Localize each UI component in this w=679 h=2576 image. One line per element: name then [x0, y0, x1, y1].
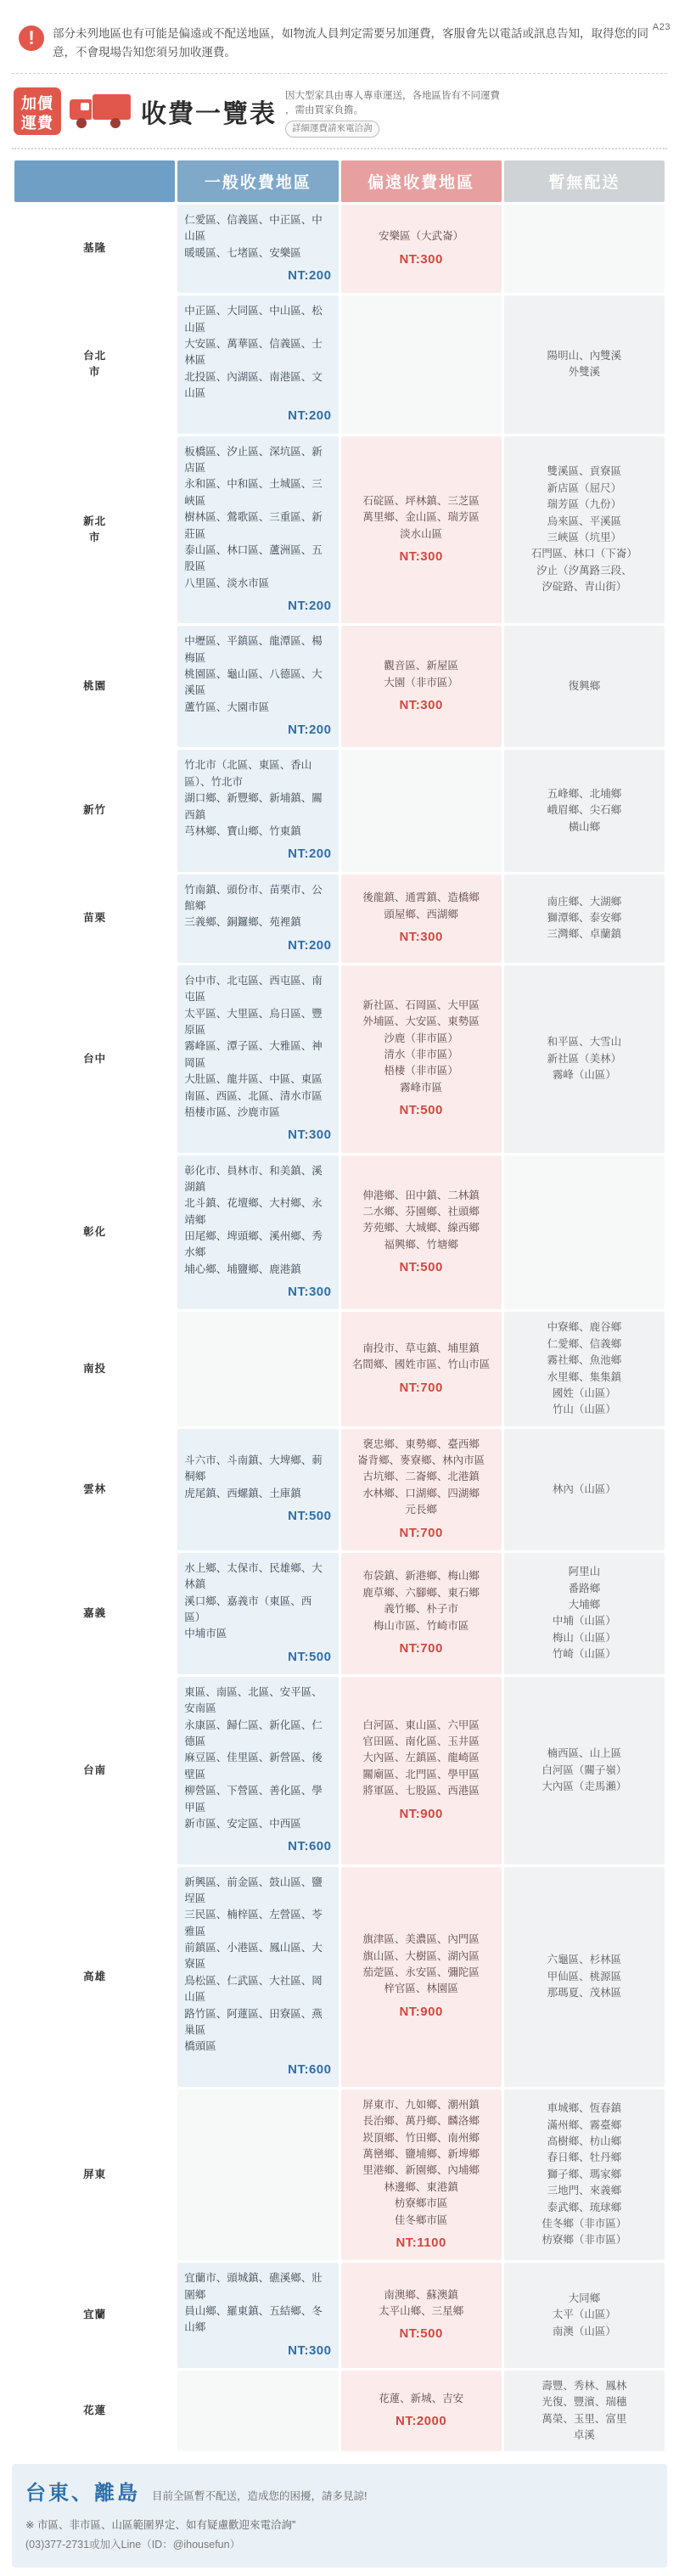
table-row — [14, 2089, 665, 2260]
remote-area-cell — [341, 295, 502, 434]
normal-area-cell: 新興區、前金區、鼓山區、鹽埕區 三民區、楠梓區、左營區、苓雅區 前鎮區、小港區、鳳山區、大寮區 鳥松區、仁武區、大社區、岡山區 路竹區、阿蓮區、田寮區、燕巢區 橋頭區 NT:600 — [177, 1867, 338, 2087]
price-label: NT:500 — [288, 1649, 332, 1664]
price-label: NT:300 — [399, 548, 443, 564]
price-label: NT:500 — [399, 2326, 443, 2342]
normal-area-cell: 中壢區、平鎮區、龍潭區、楊梅區 桃園區、龜山區、八德區、大溪區 蘆竹區、大園市區 NT:200 — [177, 626, 338, 747]
badge-line2: 運費 — [21, 114, 53, 132]
price-label: NT:700 — [399, 1640, 443, 1656]
divider — [12, 148, 667, 149]
surcharge-badge — [14, 87, 61, 135]
remote-area-cell: 旗津區、美濃區、內門區 旗山區、大樹區、湖內區 茄萣區、永安區、彌陀區 梓官區、林園區 NT:900 — [341, 1867, 502, 2087]
notice-text: 部分未列地區也有可能是偏遠或不配送地區，如物流人員判定需要另加運費，客服會先以電話或訊息告知，取得您的同意，不會現場告知您須另加收運費。 — [53, 27, 648, 59]
table-row — [14, 1867, 665, 2087]
price-label: NT:600 — [288, 2061, 332, 2077]
city-label: 花蓮 — [83, 2404, 107, 2416]
contact-pill[interactable]: 詳細運費請來電洽詢 — [285, 121, 379, 138]
remote-area-cell: 屏東市、九如鄉、潮州鎮 長治鄉、萬丹鄉、麟洛鄉 崁頂鄉、竹田鄉、南州鄉 萬巒鄉、鹽埔鄉、新埤鄉 里港鄉、新園鄉、內埔鄉 林邊鄉、東港鎮 枋寮鄉市區 佳冬鄉市區 NT:1100 — [341, 2089, 502, 2260]
table-row — [14, 750, 665, 871]
remote-area-cell: 花蓮、新城、吉安 NT:2000 — [341, 2371, 502, 2452]
footer-note-line1: ※ 市區、非市區、山區範圍界定、如有疑慮歡迎來電洽詢” — [25, 2519, 296, 2532]
no-delivery-cell: 車城鄉、恆春鎮 滿州鄉、霧臺鄉 高樹鄉、枋山鄉 春日鄉、牡丹鄉 獅子鄉、瑪家鄉 三地門、來義鄉 泰武鄉、琉球鄉 佳冬鄉（非市區） 枋寮鄉（非市區） — [504, 2089, 665, 2260]
table-row — [14, 2371, 665, 2452]
page-header — [12, 74, 667, 146]
no-delivery-cell: 中寮鄉、鹿谷鄉 仁愛鄉、信義鄉 霧社鄉、魚池鄉 水里鄉、集集鎮 國姓（山區） 竹山（山區） — [504, 1312, 665, 1426]
price-label: NT:300 — [399, 929, 443, 944]
normal-area-cell: 水上鄉、太保市、民雄鄉、大林鎮 溪口鄉、嘉義市（東區、西區） 中埔市區 NT:500 — [177, 1553, 338, 1674]
footer-title: 台東、離島 — [25, 2482, 140, 2506]
badge-line1: 加價 — [21, 95, 53, 113]
normal-area-cell: 東區、南區、北區、安平區、安南區 永康區、歸仁區、新化區、仁德區 麻豆區、佳里區、新營區、後壁區 柳營區、下營區、善化區、學甲區 新市區、安定區、中西區 NT:600 — [177, 1677, 338, 1865]
price-label: NT:900 — [399, 1806, 443, 1821]
header-normal-area: 一般收費地區 — [177, 160, 338, 202]
remote-area-cell: 後龍鎮、通霄鎮、造橋鄉 頭屋鄉、西湖鄉 NT:300 — [341, 875, 502, 963]
price-label: NT:300 — [288, 1285, 332, 1300]
no-delivery-cell: 大同鄉 太平（山區） 南澳（山區） — [504, 2263, 665, 2368]
normal-area-cell: 仁愛區、信義區、中正區、中山區 暖暖區、七堵區、安樂區 NT:200 — [177, 205, 338, 293]
table-row — [14, 295, 665, 434]
price-label: NT:700 — [399, 1380, 443, 1395]
header-note-line1: 因大型家具由專人專車運送，各地區皆有不同運費 — [285, 90, 500, 101]
city-label: 屏東 — [83, 2168, 107, 2180]
header-no-delivery: 暫無配送 — [504, 160, 665, 202]
price-label: NT:200 — [288, 937, 332, 953]
no-delivery-cell: 和平區、大雪山 新社區（美林） 霧峰（山區） — [504, 965, 665, 1153]
table-row — [14, 436, 665, 624]
city-label: 台北 市 — [83, 350, 107, 379]
corner-tag: A23 — [652, 22, 671, 32]
normal-area-cell: 彰化市、員林市、和美鎮、溪湖鎮 北斗鎮、花壇鄉、大村鄉、永靖鄉 田尾鄉、埤頭鄉、溪州鄉、秀水鄉 埔心鄉、埔鹽鄉、鹿港鎮 NT:300 — [177, 1156, 338, 1310]
normal-area-cell: 斗六市、斗南鎮、大埤鄉、莿桐鄉 虎尾鎮、西螺鎮、土庫鎮 NT:500 — [177, 1429, 338, 1550]
remote-area-cell: 南投市、草屯鎮、埔里鎮 名間鄉、國姓市區、竹山市區 NT:700 — [341, 1312, 502, 1426]
table-row — [14, 205, 665, 293]
header-note — [285, 86, 500, 138]
city-label: 桃園 — [83, 680, 107, 693]
city-label: 新竹 — [83, 804, 107, 817]
price-label: NT:600 — [288, 1839, 332, 1854]
footer-subtitle: 目前全區暫不配送，造成您的困擾，請多見諒! — [152, 2490, 368, 2503]
city-label: 苗栗 — [83, 912, 107, 925]
table-row — [14, 965, 665, 1153]
exclamation-icon: ! — [19, 25, 44, 51]
remote-area-cell: 布袋鎮、新港鄉、梅山鄉 鹿草鄉、六腳鄉、東石鄉 義竹鄉、朴子市 梅山市區、竹崎市區 NT:700 — [341, 1553, 502, 1674]
price-label: NT:900 — [399, 2004, 443, 2019]
remote-area-cell: 石碇區、坪林鎮、三芝區 萬里鄉、金山區、瑞芳區 淡水山區 NT:300 — [341, 436, 502, 624]
normal-area-cell: 台中市、北屯區、西屯區、南屯區 太平區、大里區、烏日區、豐原區 霧峰區、潭子區、大雅區、神岡區 大肚區、龍井區、中區、東區 南區、西區、北區、清水市區 梧棲市區、沙鹿市區 NT:300 — [177, 965, 338, 1153]
table-row — [14, 1553, 665, 1674]
price-label: NT:300 — [288, 1128, 332, 1143]
normal-area-cell: 中正區、大同區、中山區、松山區 大安區、萬華區、信義區、士林區 北投區、內湖區、南港區、文山區 NT:200 — [177, 295, 338, 434]
price-label: NT:300 — [399, 698, 443, 713]
price-label: NT:2000 — [396, 2414, 447, 2429]
table-row — [14, 2263, 665, 2368]
remote-area-cell: 觀音區、新屋區 大園（非市區） NT:300 — [341, 626, 502, 747]
no-delivery-cell: 六龜區、杉林區 甲仙區、桃源區 那瑪夏、茂林區 — [504, 1867, 665, 2087]
no-delivery-cell: 阿里山 番路鄉 大埔鄉 中埔（山區） 梅山（山區） 竹崎（山區） — [504, 1553, 665, 1674]
delivery-truck-icon — [70, 93, 132, 130]
normal-area-cell: 板橋區、汐止區、深坑區、新店區 永和區、中和區、土城區、三峽區 樹林區、鶯歌區、三重區、新莊區 泰山區、林口區、蘆洲區、五股區 八里區、淡水市區 NT:200 — [177, 436, 338, 624]
normal-area-cell: 宜蘭市、頭城鎮、礁溪鄉、壯圍鄉 員山鄉、羅東鎮、五結鄉、冬山鄉 NT:300 — [177, 2263, 338, 2368]
city-label: 高雄 — [83, 1970, 107, 1983]
header-note-line2: ，需由買家負擔。 — [285, 104, 363, 115]
no-delivery-cell: 楠西區、山上區 白河區（關子嶺） 大內區（走馬瀨） — [504, 1677, 665, 1865]
city-label: 基隆 — [83, 242, 107, 255]
header-region — [14, 160, 175, 202]
price-label: NT:500 — [399, 1260, 443, 1275]
price-label: NT:500 — [288, 1509, 332, 1524]
no-delivery-cell: 南庄鄉、大湖鄉 獅潭鄉、泰安鄉 三灣鄉、卓蘭鎮 — [504, 875, 665, 963]
header-remote-area: 偏遠收費地區 — [341, 160, 502, 202]
remote-area-cell: 安樂區（大武崙） NT:300 — [341, 205, 502, 293]
fee-table — [12, 158, 667, 2455]
remote-area-cell: 新社區、石岡區、大甲區 外埔區、大安區、東勢區 沙鹿（非市區） 清水（非市區） 梧棲（非市區） 霧峰市區 NT:500 — [341, 965, 502, 1153]
normal-area-cell — [177, 2089, 338, 2260]
no-delivery-cell — [504, 205, 665, 293]
remote-area-cell — [341, 750, 502, 871]
notice-banner — [12, 19, 667, 74]
price-label: NT:200 — [288, 846, 332, 862]
table-header-row — [14, 160, 665, 202]
price-label: NT:1100 — [396, 2235, 446, 2250]
delivery-fee-page — [0, 19, 679, 2576]
normal-area-cell — [177, 1312, 338, 1426]
table-row — [14, 1156, 665, 1310]
price-label: NT:200 — [288, 599, 332, 614]
city-label: 嘉義 — [83, 1606, 107, 1619]
price-label: NT:200 — [288, 267, 332, 283]
footer-note-line2[interactable]: (03)377-2731或加入Line（ID：@ihousefun） — [25, 2538, 241, 2551]
no-delivery-cell — [504, 1156, 665, 1310]
normal-area-cell — [177, 2371, 338, 2452]
normal-area-cell: 竹南鎮、頭份市、苗栗市、公館鄉 三義鄉、銅鑼鄉、苑裡鎮 NT:200 — [177, 875, 338, 963]
city-label: 台南 — [83, 1763, 107, 1776]
city-label: 彰化 — [83, 1225, 107, 1238]
page-title: 收費一覽表 — [141, 100, 277, 129]
table-row — [14, 626, 665, 747]
city-label: 台中 — [83, 1052, 107, 1065]
price-label: NT:700 — [399, 1525, 443, 1540]
city-label: 新北 市 — [83, 515, 107, 543]
city-label: 雲林 — [83, 1482, 107, 1495]
no-delivery-cell: 復興鄉 — [504, 626, 665, 747]
table-row — [14, 1429, 665, 1550]
city-label: 宜蘭 — [83, 2309, 107, 2321]
price-label: NT:300 — [288, 2343, 332, 2358]
remote-area-cell: 伸港鄉、田中鎮、二林鎮 二水鄉、芬園鄉、社頭鄉 芳苑鄉、大城鄉、線西鄉 福興鄉、竹塘鄉 NT:500 — [341, 1156, 502, 1310]
remote-area-cell: 白河區、東山區、六甲區 官田區、南化區、玉井區 大內區、左鎮區、龍崎區 關廟區、北門區、學甲區 將軍區、七股區、西港區 NT:900 — [341, 1677, 502, 1865]
footer-panel — [12, 2464, 667, 2568]
normal-area-cell: 竹北市（北區、東區、香山區）、竹北市 湖口鄉、新豐鄉、新埔鎮、關西鎮 芎林鄉、寶山鄉、竹東鎮 NT:200 — [177, 750, 338, 871]
city-label: 南投 — [83, 1362, 107, 1375]
price-label: NT:200 — [288, 408, 332, 424]
price-label: NT:200 — [288, 723, 332, 738]
table-row — [14, 1312, 665, 1426]
price-label: NT:300 — [399, 251, 443, 267]
table-row — [14, 875, 665, 963]
price-label: NT:500 — [399, 1103, 443, 1118]
remote-area-cell: 褒忠鄉、東勢鄉、臺西鄉 崙背鄉、麥寮鄉、林內市區 古坑鄉、二崙鄉、北港鎮 水林鄉、口湖鄉、四湖鄉 元長鄉 NT:700 — [341, 1429, 502, 1550]
no-delivery-cell: 雙溪區、貢寮區 新店區（屈尺） 瑞芳區（九份） 烏來區、平溪區 三峽區（坑里） 石門區、林口（下崙） 汐止（汐萬路三段、 汐碇路、青山街） — [504, 436, 665, 624]
no-delivery-cell: 林內（山區） — [504, 1429, 665, 1550]
table-row — [14, 1677, 665, 1865]
no-delivery-cell: 五峰鄉、北埔鄉 峨眉鄉、尖石鄉 橫山鄉 — [504, 750, 665, 871]
remote-area-cell: 南澳鄉、蘇澳鎮 太平山鄉、三星鄉 NT:500 — [341, 2263, 502, 2368]
no-delivery-cell: 壽豐、秀林、鳳林 光復、豐濱、瑞穗 萬榮、玉里、富里 卓溪 — [504, 2371, 665, 2452]
no-delivery-cell: 陽明山、內雙溪 外雙溪 — [504, 295, 665, 434]
